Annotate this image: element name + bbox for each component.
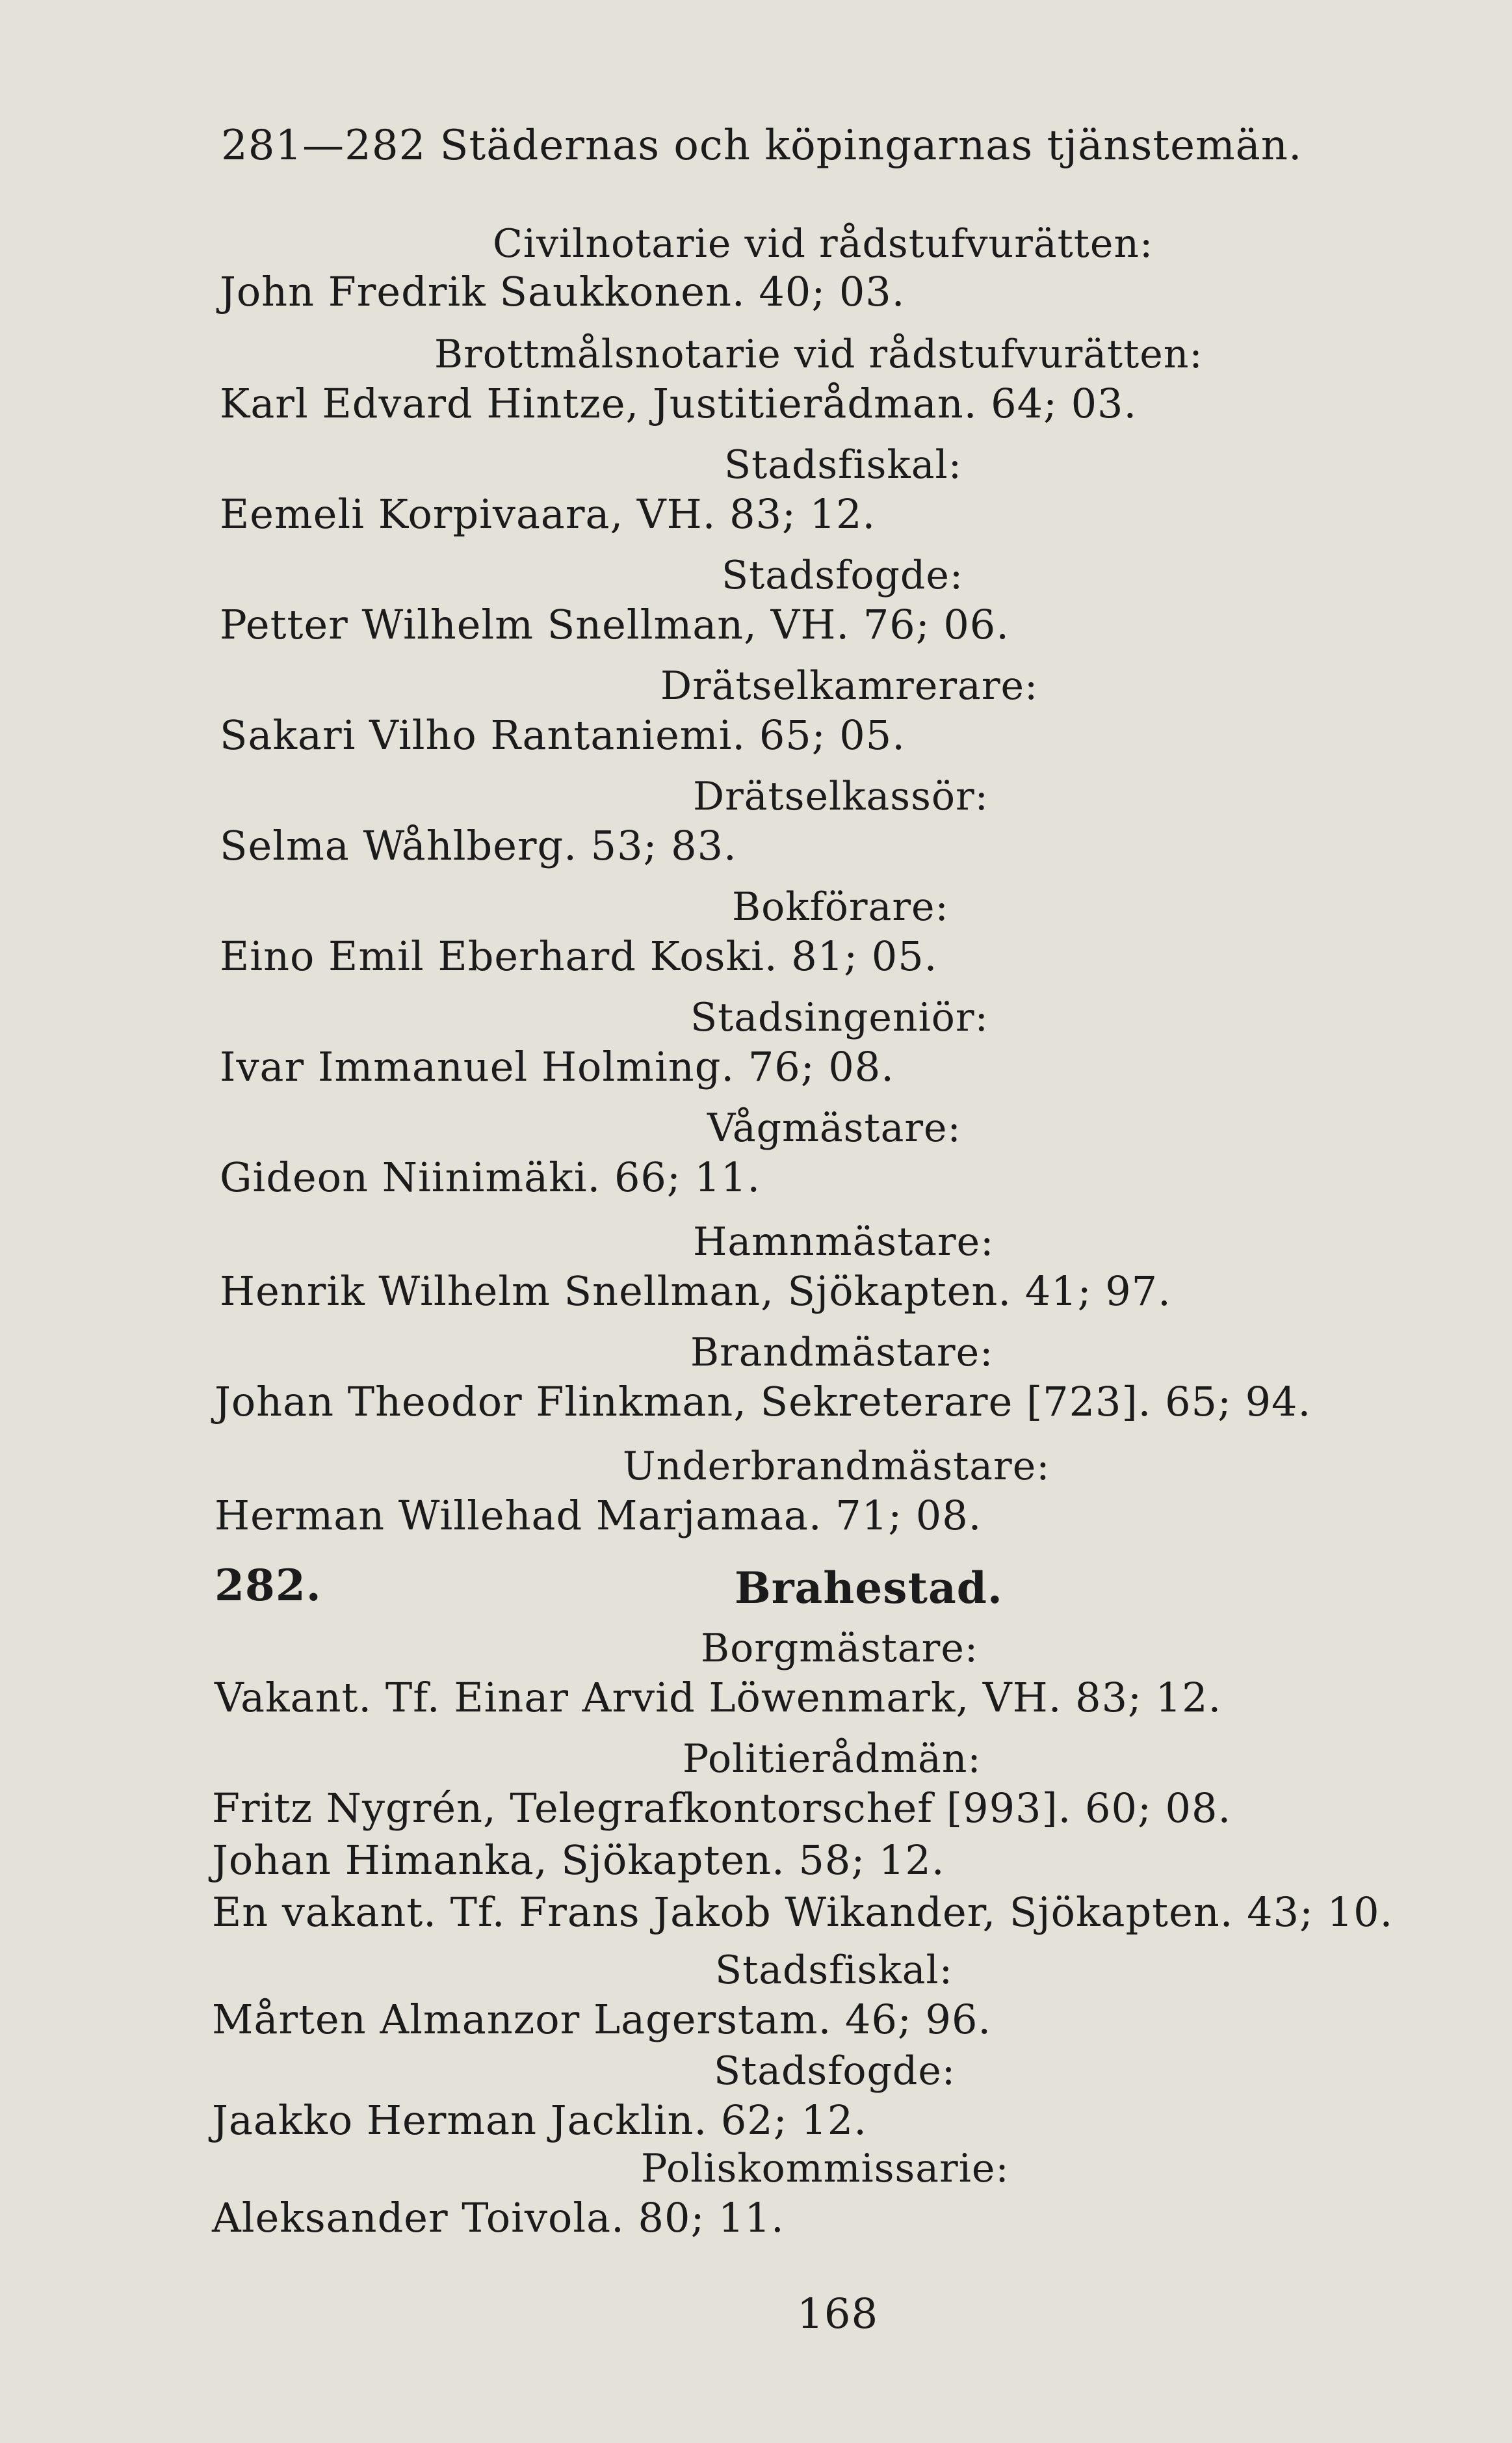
entry-title: Politierådmän: xyxy=(683,1736,982,1782)
entry-name: Eino Emil Eberhard Koski. 81; 05. xyxy=(220,932,938,980)
entry-title: Stadsfogde: xyxy=(714,2048,956,2094)
entry-title: Bokförare: xyxy=(732,884,949,930)
page-number: 168 xyxy=(797,2290,879,2338)
entry-title: Underbrandmästare: xyxy=(623,1444,1050,1489)
entry-title: Civilnotarie vid rådstufvurätten: xyxy=(493,221,1154,267)
entry-name: En vakant. Tf. Frans Jakob Wikander, Sjökapten. 43; 10. xyxy=(212,1888,1394,1936)
entry-name: Sakari Vilho Rantaniemi. 65; 05. xyxy=(220,711,906,759)
entry-name: Henrik Wilhelm Snellman, Sjökapten. 41; 97. xyxy=(220,1267,1171,1315)
entry-name: Petter Wilhelm Snellman, VH. 76; 06. xyxy=(220,601,1010,648)
entry-title: Stadsfiskal: xyxy=(715,1948,953,1993)
entry-name: Herman Willehad Marjamaa. 71; 08. xyxy=(215,1492,982,1539)
entry-title: Brandmästare: xyxy=(690,1330,994,1375)
entry-title: Stadsingeniör: xyxy=(690,995,989,1040)
entry-name: Selma Wåhlberg. 53; 83. xyxy=(220,822,737,869)
entry-name: Karl Edvard Hintze, Justitierådman. 64; 03. xyxy=(220,380,1138,427)
entry-name: Aleksander Toivola. 80; 11. xyxy=(212,2194,785,2241)
entry-title: Stadsfogde: xyxy=(722,553,964,598)
entry-title: Hamnmästare: xyxy=(693,1219,995,1265)
entry-title: Drätselkamrerare: xyxy=(660,663,1039,709)
entry-title: Drätselkassör: xyxy=(693,774,989,819)
entry-name: Jaakko Herman Jacklin. 62; 12. xyxy=(212,2096,867,2144)
section-heading: Brahestad. xyxy=(735,1563,1003,1613)
entry-title: Stadsfiskal: xyxy=(724,442,962,488)
entry-name: Johan Himanka, Sjökapten. 58; 12. xyxy=(212,1836,945,1884)
entry-title: Poliskommissarie: xyxy=(641,2146,1010,2191)
entry-name: Gideon Niinimäki. 66; 11. xyxy=(220,1154,761,1201)
entry-name: John Fredrik Saukkonen. 40; 03. xyxy=(220,268,906,315)
entry-name: Vakant. Tf. Einar Arvid Löwenmark, VH. 83; 12. xyxy=(215,1674,1222,1721)
entry-name: Eemeli Korpivaara, VH. 83; 12. xyxy=(220,490,876,538)
entry-name: Johan Theodor Flinkman, Sekreterare [723]. 65; 94. xyxy=(215,1378,1312,1425)
entry-title: Brottmålsnotarie vid rådstufvurätten: xyxy=(434,332,1203,377)
entry-name: Ivar Immanuel Holming. 76; 08. xyxy=(220,1043,894,1090)
entry-title: Borgmästare: xyxy=(701,1626,979,1671)
entry-name: Fritz Nygrén, Telegrafkontorschef [993]. 60; 08. xyxy=(212,1784,1232,1832)
entry-title: Vågmästare: xyxy=(707,1105,961,1151)
section-number: 282. xyxy=(215,1560,322,1611)
entry-name: Mårten Almanzor Lagerstam. 46; 96. xyxy=(212,1996,992,2043)
running-header: 281—282 Städernas och köpingarnas tjänstemän. xyxy=(221,122,1303,170)
